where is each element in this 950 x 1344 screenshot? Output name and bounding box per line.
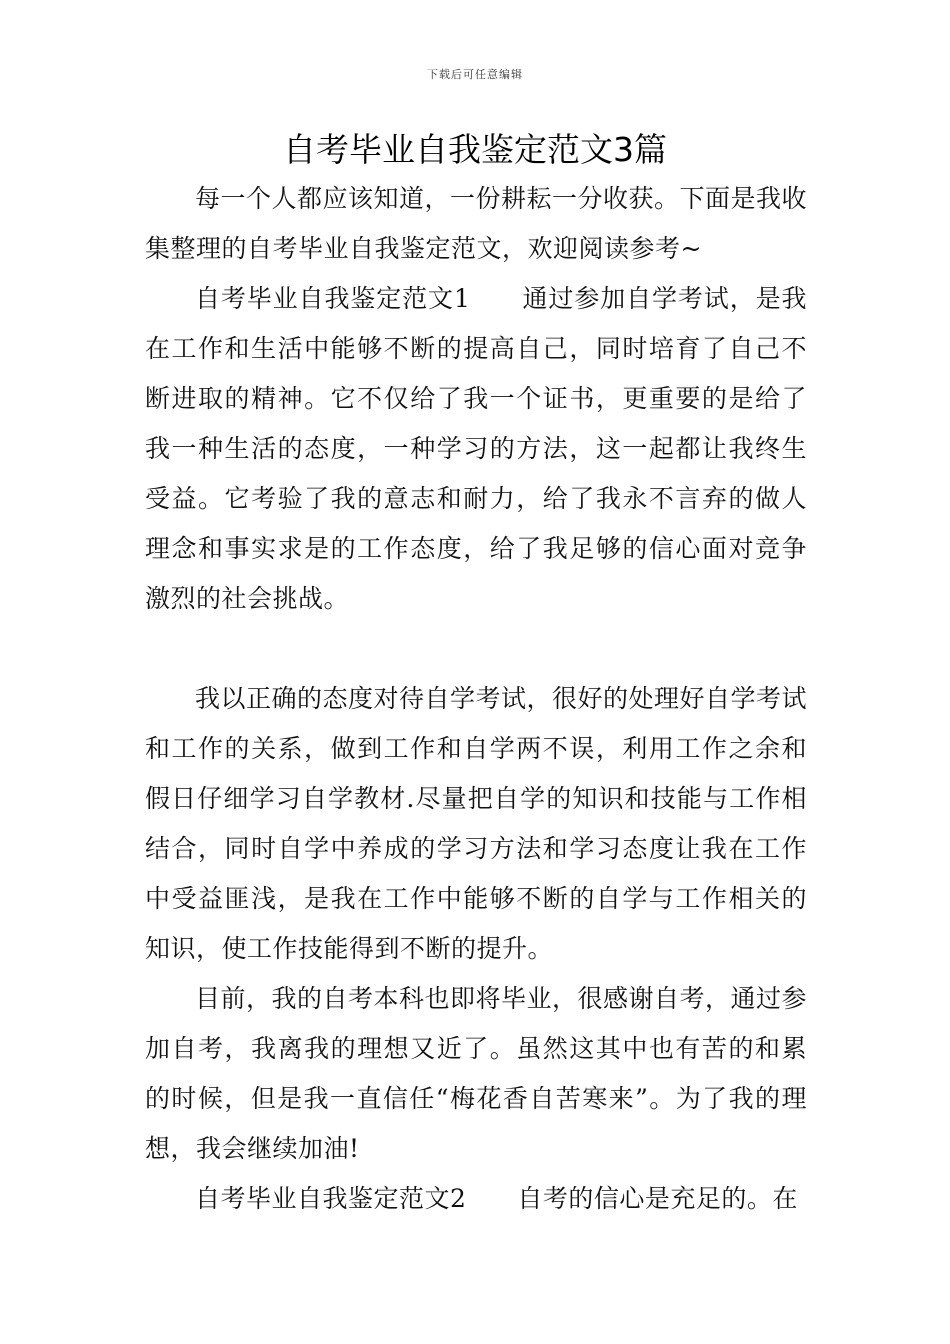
paragraph-intro: 每一个人都应该知道，一份耕耘一分收获。下面是我收集整理的自考毕业自我鉴定范文，欢迎阅读参考~ [145,184,808,263]
paragraph-sample-1: 自考毕业自我鉴定范文1 通过参加自学考试，是我在工作和生活中能够不断的提高自己，同时培育了自己不断进取的精神。它不仅给了我一个证书，更重要的是给了我一种生活的态度，一种学习的方法，这一起都让我终生受益。它考验了我的意志和耐力，给了我永不言弃的做人理念和事实求是的工作态度，给了我足够的信心面对竞争激烈的社会挑战。 [145,284,807,613]
paragraph-spacer [145,624,807,674]
page-header-note: 下载后可任意编辑 [427,68,523,81]
paragraph-graduation: 目前，我的自考本科也即将毕业，很感谢自考，通过参加自考，我离我的理想又近了。虽然这其中也有苦的和累的时候，但是我一直信任“梅花香自苦寒来”。为了我的理想，我会继续加油! [145,984,808,1163]
paragraph-sample-2: 自考毕业自我鉴定范文2 自考的信心是充足的。在 [195,1184,798,1213]
paragraph-study-attitude: 我以正确的态度对待自学考试，很好的处理好自学考试和工作的关系，做到工作和自学两不误，利用工作之余和假日仔细学习自学教材.尽量把自学的知识和技能与工作相结合，同时自学中养成的学习方法和学习态度让我在工作中受益匪浅，是我在工作中能够不断的自学与工作相关的知识，使工作技能得到不断的提升。 [145,684,808,963]
document-title: 自考毕业自我鉴定范文3篇 [283,130,667,169]
document-body [145,174,807,1224]
